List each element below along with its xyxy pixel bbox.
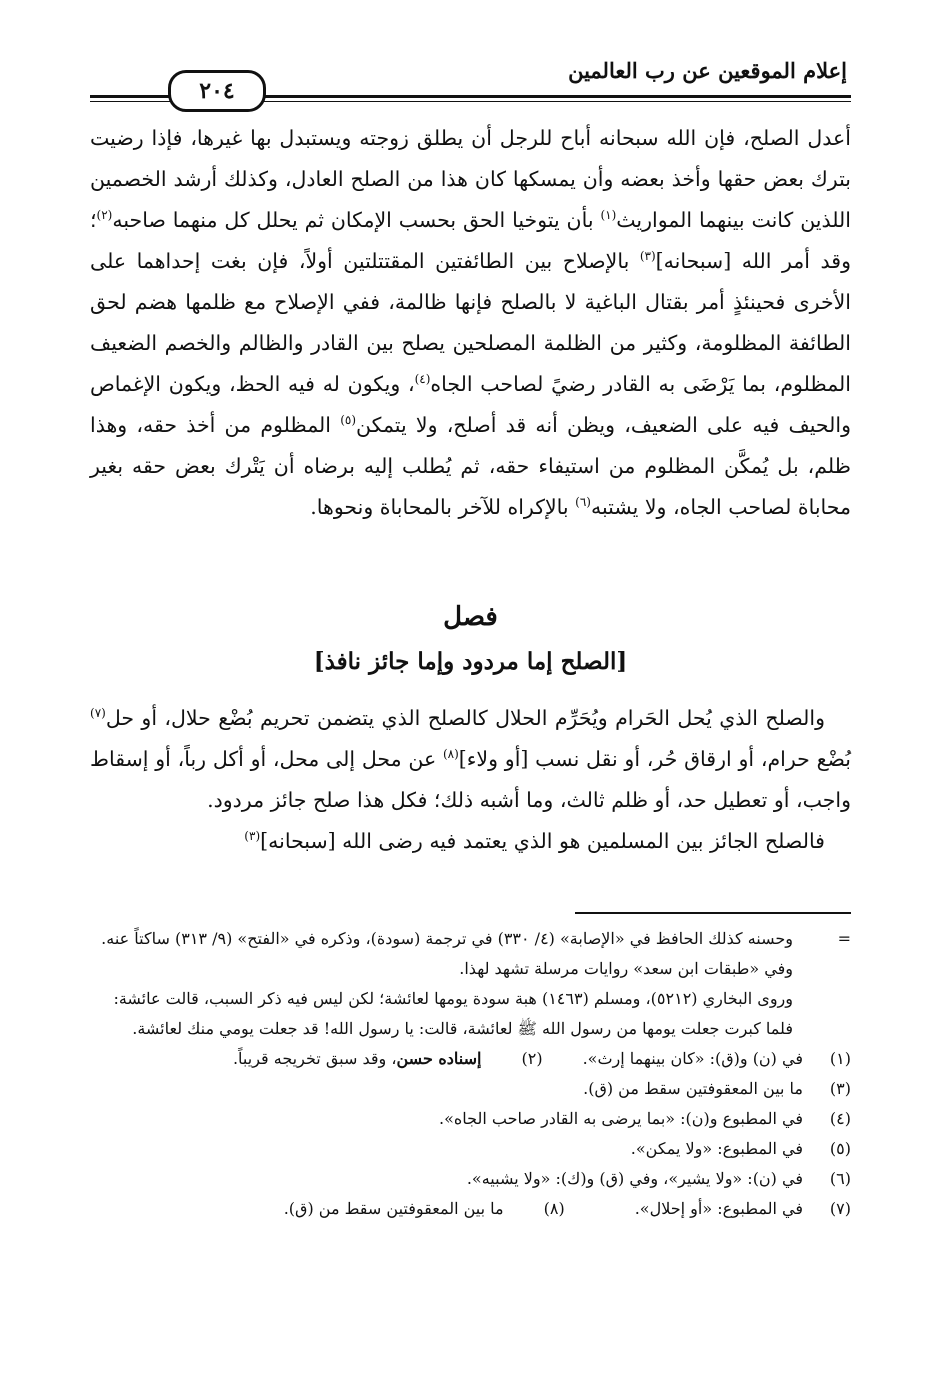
footnote-continuation-1 [90,924,851,954]
running-title: إعلام الموقعين عن رب العالمين [568,58,847,83]
footnote-2-bold: إسناده حسن [396,1049,482,1068]
body-text-bottom [90,698,851,862]
footnote-text: ما بين المعقوفتين سقط من (ق). [583,1079,803,1098]
footnote-text: في المطبوع: «ولا يمكن». [630,1139,803,1158]
footnote-number: (٣) [829,1079,851,1098]
text-run: بُضْع حرام، أو ارقاق حُر، أو نقل نسب [أو ولاء] [458,747,851,771]
text-run: عن محل إلى محل، أو أكل رباً، أو إسقاط واجب، أو تعطيل حد، أو ظلم ثالث، وما أشبه ذلك؛ فكل هذا صلح جائز مردود. [90,747,851,812]
body-text-top [90,118,851,528]
text-run: بالإصلاح بين الطائفتين المقتتلتين أولاً، فإن بغت إحداهما على الأخرى فحينئذٍ أمر بقتال الباغية لا بالصلح فإنها ظالمة، ففي الإصلاح مع ظلمها هضم لحق الطائفة المظلومة، وكثير من الظلمة المصلحين يصلح بين القادر والظالم والخصم الضعيف المظلوم، بما يَرْضَى به القادر رضيً لصاحب الجاه [90,249,852,396]
footnote-ref-3: (٣) [639,249,656,264]
footnote-6 [90,1164,851,1194]
footnote-text: في (ن): «ولا يشير»، وفي (ق) و(ك): «ولا يشبيه». [466,1169,803,1188]
paragraph-3 [90,821,851,862]
footnote-1-2 [90,1044,851,1074]
footnote-ref-5: (٥) [340,413,357,428]
footnote-4 [90,1104,851,1134]
footnote-ref-7: (٧) [90,706,106,721]
footnote-ref-4: (٤) [414,372,431,387]
page-number: ٢٠٤ [199,78,235,104]
paragraph-2 [90,698,851,821]
paragraph-1 [90,118,851,528]
footnote-ref-6: (٦) [575,495,591,510]
footnote-text: في المطبوع و(ن): «بما يرضى به القادر صاحب الجاه». [439,1109,803,1128]
continuation-mark: = [837,929,851,948]
footnote-2-number: (٢) [521,1049,543,1068]
text-run: فالصلح الجائز بين المسلمين هو الذي يعتمد فيه رضى الله [سبحانه] [260,829,825,853]
footnote-2-text: ، وقد سبق تخريجه قريباً. [232,1049,397,1068]
footnote-number: (٤) [829,1109,851,1128]
footnote-number: (١) [829,1049,851,1068]
footnote-7-8 [90,1194,851,1224]
text-run: أعدل الصلح، فإن الله سبحانه أباح للرجل أن يطلق زوجته ويستبدل بها غيرها، فإذا رضيت بترك بعض حقها وأخذ بعضه وأن يمسكها كان هذا من الصلح العادل، وكذلك أرشد الخصمين اللذين كانت بينهما المواريث [90,126,851,232]
text-run: والصلح الذي يُحل الحَرام ويُحَرِّم الحلال كالصلح الذي يتضمن تحريم بُضْع حلال، أو حل [105,706,825,730]
footnote-continuation-2: وفي «طبقات ابن سعد» روايات مرسلة تشهد لهذا. [459,959,793,978]
footnote-text: وحسنه كذلك الحافظ في «الإصابة» (٤/ ٣٣٠) في ترجمة (سودة)، وذكره في «الفتح» (٩/ ٣١٣) ساكتاً عنه. [101,929,793,948]
section-heading: فصل [443,602,498,632]
text-run: ، ويكون له فيه الحظ، ويكون الإغماص والحيف فيه على الضعيف، ويظن أنه قد أصلح، ولا يتمكن [90,372,851,437]
text-run: ؛ وقد أمر الله [سبحانه] [90,208,851,273]
footnote-ref-1: (١) [600,208,617,223]
footnote-text [284,1194,803,1224]
footnote-number: (٦) [829,1169,851,1188]
footnote-number: (٧) [829,1199,851,1218]
footnote-ref-8: (٨) [442,747,459,762]
section-subheading: [الصلح إما مردود وإما جائز نافذ] [313,648,628,675]
footnote-ref-3b: (٣) [244,829,261,844]
footnote-separator [575,912,851,914]
footnote-1-text: في (ن) و(ق): «كان بينهما إرث». [582,1049,803,1068]
footnotes [90,924,851,1224]
footnote-3 [90,1074,851,1104]
footnote-7-text: في المطبوع: «أو إحلال». [634,1199,803,1218]
footnote-5 [90,1134,851,1164]
footnote-text [233,1044,803,1074]
footnote-8-text: ما بين المعقوفتين سقط من (ق). [283,1199,504,1218]
text-run: بأن يتوخيا الحق بحسب الإمكان ثم يحلل كل منهما صاحبه [112,208,601,232]
text-run: بالإكراه للآخر بالمحاباة ونحوها. [310,495,576,519]
page-number-badge [168,70,266,112]
footnote-continuation-3: وروى البخاري (٥٢١٢)، ومسلم (١٤٦٣) هبة سودة يومها لعائشة؛ لكن ليس فيه ذكر السبب، قالت عائشة: فلما كبرت جعلت يومها من رسول الله ﷺ لعائشة، قالت: يا رسول الله! قد جعلت يومي منك لعائشة. [113,989,793,1038]
footnote-number: (٥) [829,1139,851,1158]
footnote-8-number: (٨) [543,1199,565,1218]
text-run: المظلوم من أخذ حقه، وهذا ظلم، بل يُمكَّن المظلوم من استيفاء حقه، ثم يُطلب إليه برضاه أن يَتْرك بعض حقه بغير محاباة لصاحب الجاه، ولا يشتبه [90,413,851,519]
footnote-ref-2: (٢) [96,208,113,223]
